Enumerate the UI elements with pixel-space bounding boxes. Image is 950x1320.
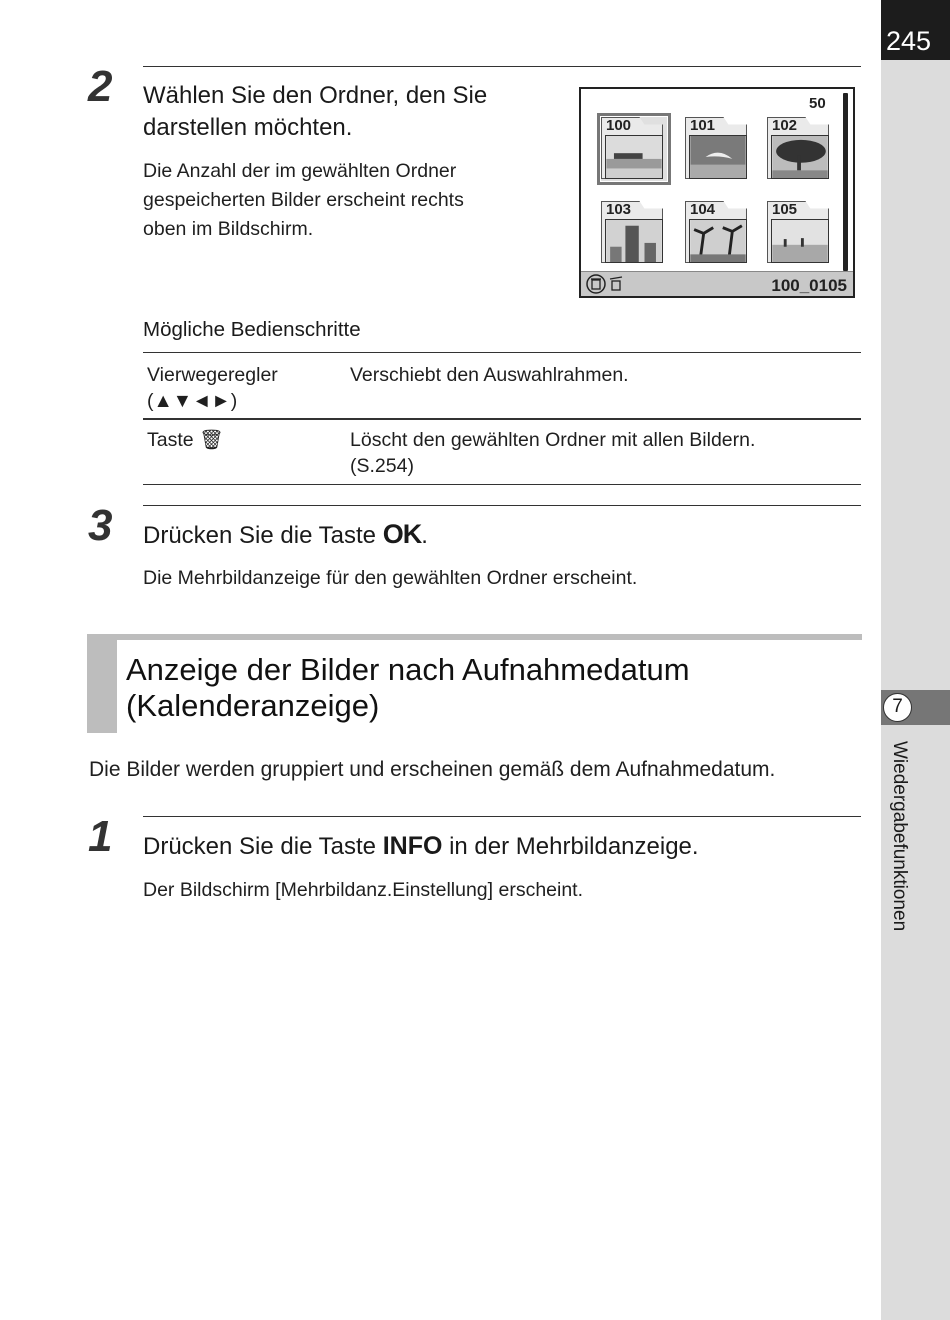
- step3-rule: [143, 505, 861, 506]
- step3-body: Die Mehrbildanzeige für den gewählten Ordner erscheint.: [143, 567, 638, 589]
- info-key: INFO: [382, 832, 443, 860]
- lcd-status-bar: [581, 271, 853, 296]
- step2-number: 2: [88, 62, 113, 111]
- folder-100: [601, 117, 667, 181]
- step3-title-prefix: Drücken Sie die Taste: [143, 522, 377, 549]
- beach-thumbnail: [605, 135, 663, 179]
- delete-folder-icon: [586, 274, 630, 294]
- row1-control-line1: Vierwegeregler: [147, 364, 278, 386]
- folder-label: 104: [690, 201, 716, 218]
- folder-label: 101: [690, 117, 716, 134]
- step2-title-line2: darstellen möchten.: [143, 114, 353, 141]
- row1-control-line2: (▲▼◄►): [147, 390, 238, 412]
- image-count: 50: [809, 95, 826, 112]
- step2-body-line3: oben im Bildschirm.: [143, 218, 314, 240]
- step3-title-suffix: .: [421, 522, 428, 549]
- tree-thumbnail: [771, 135, 829, 179]
- file-number: 100_0105: [771, 276, 847, 295]
- step1-title: [143, 830, 699, 863]
- folder-102: [767, 117, 833, 181]
- step2-body-line1: Die Anzahl der im gewählten Ordner: [143, 160, 457, 182]
- palm-trees-thumbnail: [689, 219, 747, 263]
- table-top-rule: [143, 352, 861, 353]
- step1-number: 1: [88, 812, 113, 861]
- folder-label: 105: [772, 201, 798, 218]
- buildings-thumbnail: [605, 219, 663, 263]
- section-heading-left-bar: [87, 634, 117, 733]
- folder-label: 100: [606, 117, 632, 134]
- section-title-line2: (Kalenderanzeige): [126, 688, 380, 723]
- table-bottom-rule: [143, 484, 861, 485]
- section-intro: Die Bilder werden gruppiert und erscheinen gemäß dem Aufnahmedatum.: [89, 758, 776, 781]
- page-number: 245: [886, 26, 932, 56]
- step2-rule: [143, 66, 861, 67]
- folder-105: [767, 201, 833, 265]
- operations-title: Mögliche Bedienschritte: [143, 318, 361, 341]
- scroll-bar: [843, 93, 848, 271]
- step3-title: [143, 518, 428, 552]
- section-title-line1: Anzeige der Bilder nach Aufnahmedatum: [126, 652, 690, 687]
- folder-103: [601, 201, 667, 265]
- chapter-title: Wiedergabefunktionen: [889, 741, 910, 932]
- folder-label: 102: [772, 117, 798, 134]
- step3-number: 3: [88, 501, 113, 550]
- beach-people-thumbnail: [771, 219, 829, 263]
- step1-rule: [143, 816, 861, 817]
- chapter-number: 7: [883, 693, 912, 722]
- dolphin-thumbnail: [689, 135, 747, 179]
- section-heading-top-bar: [87, 634, 862, 640]
- table-mid-rule: [143, 418, 861, 420]
- folder-104: [685, 201, 751, 265]
- ok-key: OK: [382, 519, 422, 549]
- step1-body: Der Bildschirm [Mehrbildanz.Einstellung] erscheint.: [143, 879, 584, 901]
- row2-description-line2: (S.254): [350, 455, 414, 477]
- row1-description: Verschiebt den Auswahlrahmen.: [350, 364, 629, 386]
- step2-title-line1: Wählen Sie den Ordner, den Sie: [143, 82, 488, 109]
- folder-101: [685, 117, 751, 181]
- folder-label: 103: [606, 201, 632, 218]
- step1-title-prefix: Drücken Sie die Taste: [143, 833, 377, 860]
- step1-title-suffix: in der Mehrbildanzeige.: [449, 833, 699, 860]
- row2-control: Taste 🗑: [147, 429, 224, 451]
- row2-description-line1: Löscht den gewählten Ordner mit allen Bildern.: [350, 429, 756, 451]
- camera-lcd-screen: [579, 87, 855, 298]
- step2-body-line2: gespeicherten Bilder erscheint rechts: [143, 189, 464, 211]
- side-strip: [881, 0, 950, 1320]
